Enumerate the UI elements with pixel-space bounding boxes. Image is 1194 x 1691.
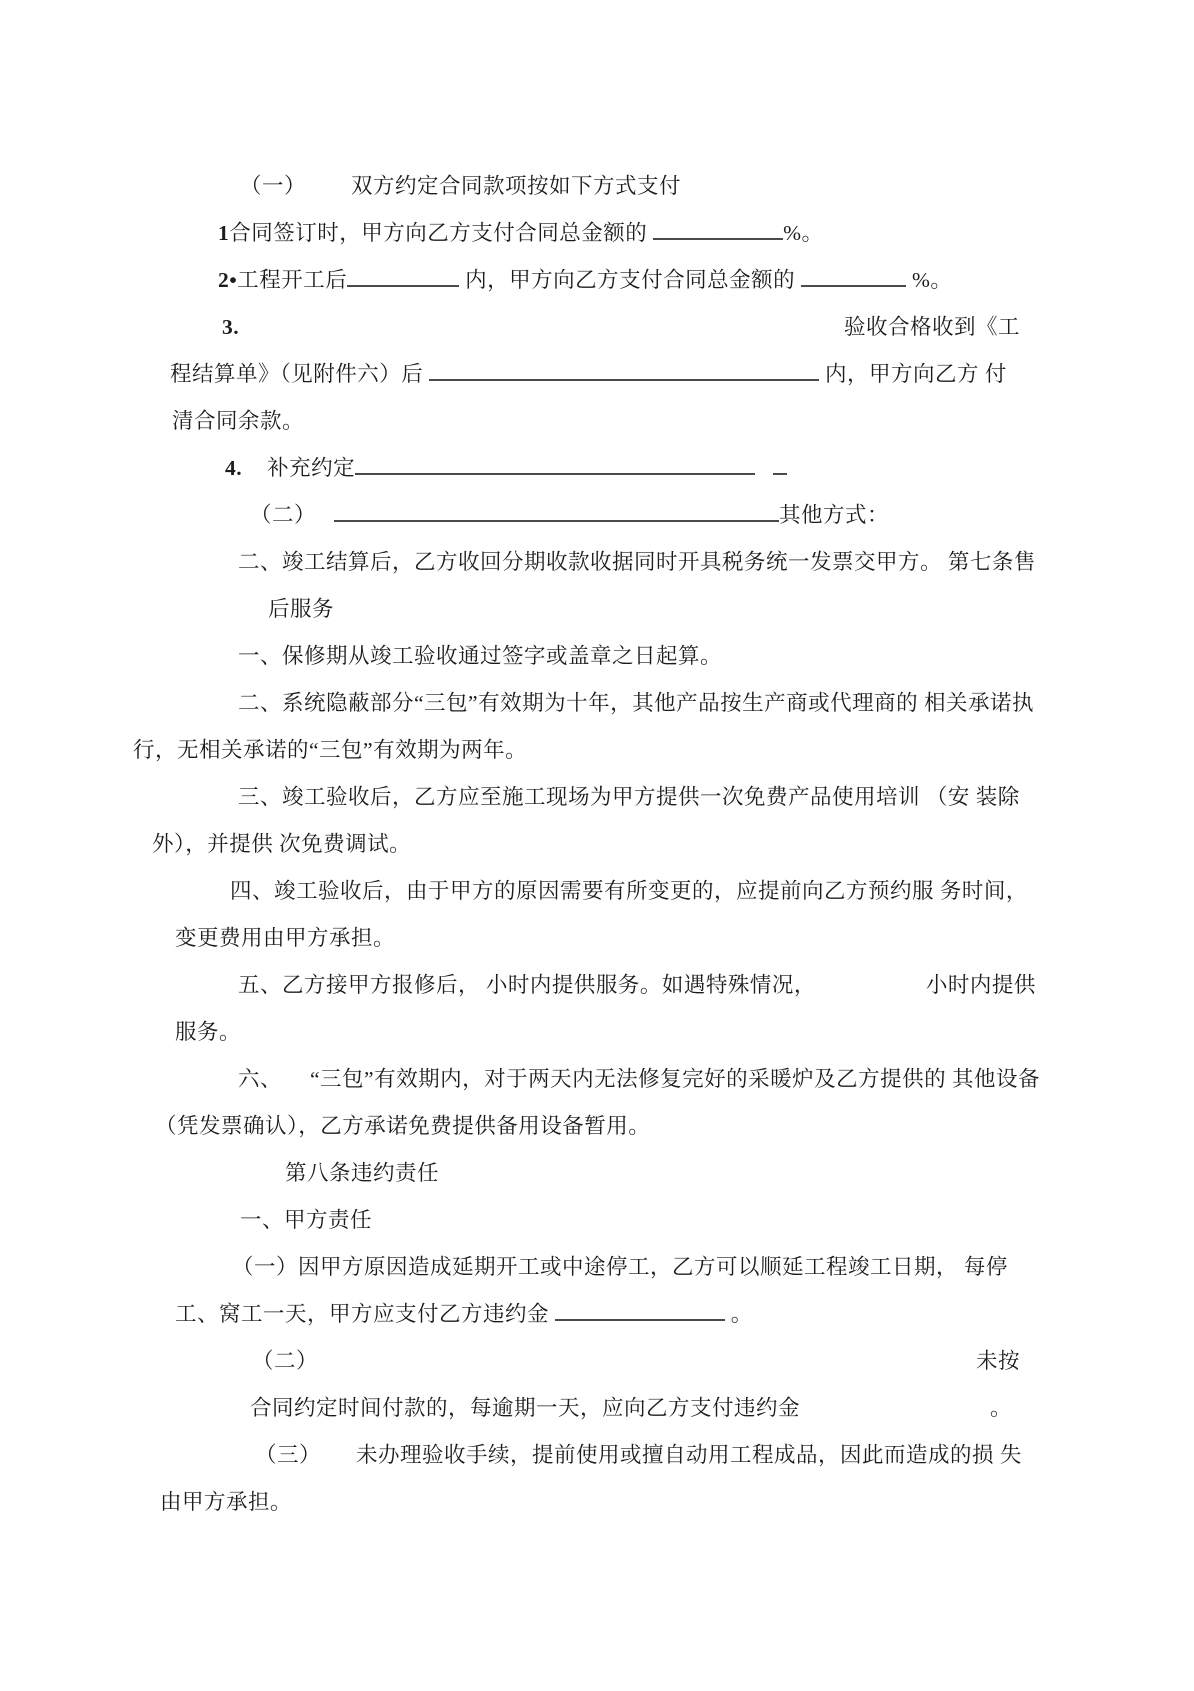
- section-heading: 第八条违约责任: [285, 1161, 440, 1185]
- fill-in-blank: [653, 222, 783, 240]
- text-line: [0, 539, 1194, 586]
- text-line: [0, 1244, 1194, 1291]
- clause-text: 补充约定: [267, 456, 356, 480]
- item-number: 4.: [225, 456, 243, 480]
- text-line: [0, 962, 1194, 1009]
- text-line: [0, 1197, 1194, 1244]
- clause-text: 合同签订时，甲方向乙方支付合同总金额的: [229, 221, 654, 245]
- clause-text: 工程开工后: [237, 268, 348, 292]
- fill-in-blank: [347, 269, 459, 287]
- fill-in-blank: [801, 269, 906, 287]
- clause-text: 未办理验收手续，提前使用或擅自动用工程成品，因此而造成的损 失: [356, 1443, 1022, 1467]
- text-line: [0, 915, 1194, 962]
- clause-text: 小时内提供: [925, 973, 1036, 997]
- clause-text: 内，甲方向乙方支付合同总金额的: [459, 268, 802, 292]
- document-body: [0, 163, 1194, 1526]
- clause-text: 三、竣工验收后，乙方应至施工现场为甲方提供一次免费产品使用培训 （安 装除: [238, 785, 1020, 809]
- clause-text: 后服务: [268, 597, 335, 621]
- clause-text: 外），并提供 次免费调试。: [152, 832, 412, 856]
- clause-text: 清合同余款。: [172, 409, 305, 433]
- text-line: [0, 445, 1194, 492]
- clause-text: “三包”有效期内，对于两天内无法修复完好的采暖炉及乙方提供的 其他设备: [310, 1067, 1040, 1091]
- clause-number: （一）: [240, 174, 307, 198]
- clause-text: 四、竣工验收后，由于甲方的原因需要有所变更的，应提前向乙方预约服 务时间，: [230, 879, 1028, 903]
- clause-number: （二）: [252, 1349, 319, 1373]
- text-line: [0, 257, 1194, 304]
- clause-number: 六、: [238, 1067, 283, 1091]
- item-number: 1: [218, 221, 230, 245]
- text-line: [0, 1056, 1194, 1103]
- clause-text: （凭发票确认），乙方承诺免费提供备用设备暂用。: [155, 1114, 651, 1138]
- clause-text: 验收合格收到《工: [843, 315, 1020, 339]
- clause-text: 一、保修期从竣工验收通过签字或盖章之日起算。: [238, 644, 723, 668]
- clause-number: （二）: [250, 503, 317, 527]
- clause-text: 合同约定时间付款的，每逾期一天，应向乙方支付违约金: [250, 1396, 801, 1420]
- text-line: [0, 633, 1194, 680]
- clause-text: %。: [783, 221, 824, 245]
- clause-text: 内，甲方向乙方 付: [819, 362, 1007, 386]
- text-line: [0, 492, 1194, 539]
- text-line: [0, 1291, 1194, 1338]
- text-line: [0, 586, 1194, 633]
- clause-text: 一、甲方责任: [240, 1208, 373, 1232]
- fill-in-blank: [334, 504, 779, 522]
- text-line: [0, 398, 1194, 445]
- clause-text: 。: [989, 1396, 1012, 1420]
- text-line: [0, 1479, 1194, 1526]
- text-line: [0, 163, 1194, 210]
- clause-text: 服务。: [175, 1020, 242, 1044]
- clause-text: 未按: [975, 1349, 1020, 1373]
- text-line: [0, 1009, 1194, 1056]
- clause-text: 。: [724, 1302, 753, 1326]
- text-line: [0, 1385, 1194, 1432]
- text-line: [0, 1432, 1194, 1479]
- item-number: 2•: [218, 268, 238, 292]
- fill-in-blank: [355, 457, 755, 475]
- clause-number: （三）: [255, 1443, 322, 1467]
- text-line: [0, 868, 1194, 915]
- fill-in-blank: [429, 363, 819, 381]
- fill-in-blank: [773, 457, 787, 475]
- text-line: [0, 1103, 1194, 1150]
- clause-text: 变更费用由甲方承担。: [175, 926, 396, 950]
- fill-in-blank: [555, 1303, 725, 1321]
- clause-text: 工、窝工一天，甲方应支付乙方违约金: [175, 1302, 555, 1326]
- text-line: [0, 1338, 1194, 1385]
- text-line: [0, 210, 1194, 257]
- clause-text: 二、竣工结算后，乙方收回分期收款收据同时开具税务统一发票交甲方。 第七条售: [238, 550, 1036, 574]
- text-line: [0, 774, 1194, 821]
- text-line: [0, 1150, 1194, 1197]
- text-line: [0, 727, 1194, 774]
- clause-text: 程结算单》（见附件六）后: [170, 362, 430, 386]
- clause-text: 二、系统隐蔽部分“三包”有效期为十年，其他产品按生产商或代理商的 相关承诺执: [238, 691, 1034, 715]
- clause-text: （一）因甲方原因造成延期开工或中途停工，乙方可以顺延工程竣工日期， 每停: [232, 1255, 1008, 1279]
- text-line: [0, 351, 1194, 398]
- clause-text: 五、乙方接甲方报修后， 小时内提供服务。如遇特殊情况，: [238, 973, 816, 997]
- clause-text: 双方约定合同款项按如下方式支付: [351, 174, 682, 198]
- item-number: 3.: [222, 315, 240, 339]
- clause-text: %。: [906, 268, 953, 292]
- text-line: [0, 304, 1194, 351]
- clause-text: 由甲方承担。: [160, 1490, 293, 1514]
- clause-text: 行，无相关承诺的“三包”有效期为两年。: [133, 738, 528, 762]
- text-line: [0, 680, 1194, 727]
- clause-text: 其他方式：: [779, 503, 890, 527]
- text-line: [0, 821, 1194, 868]
